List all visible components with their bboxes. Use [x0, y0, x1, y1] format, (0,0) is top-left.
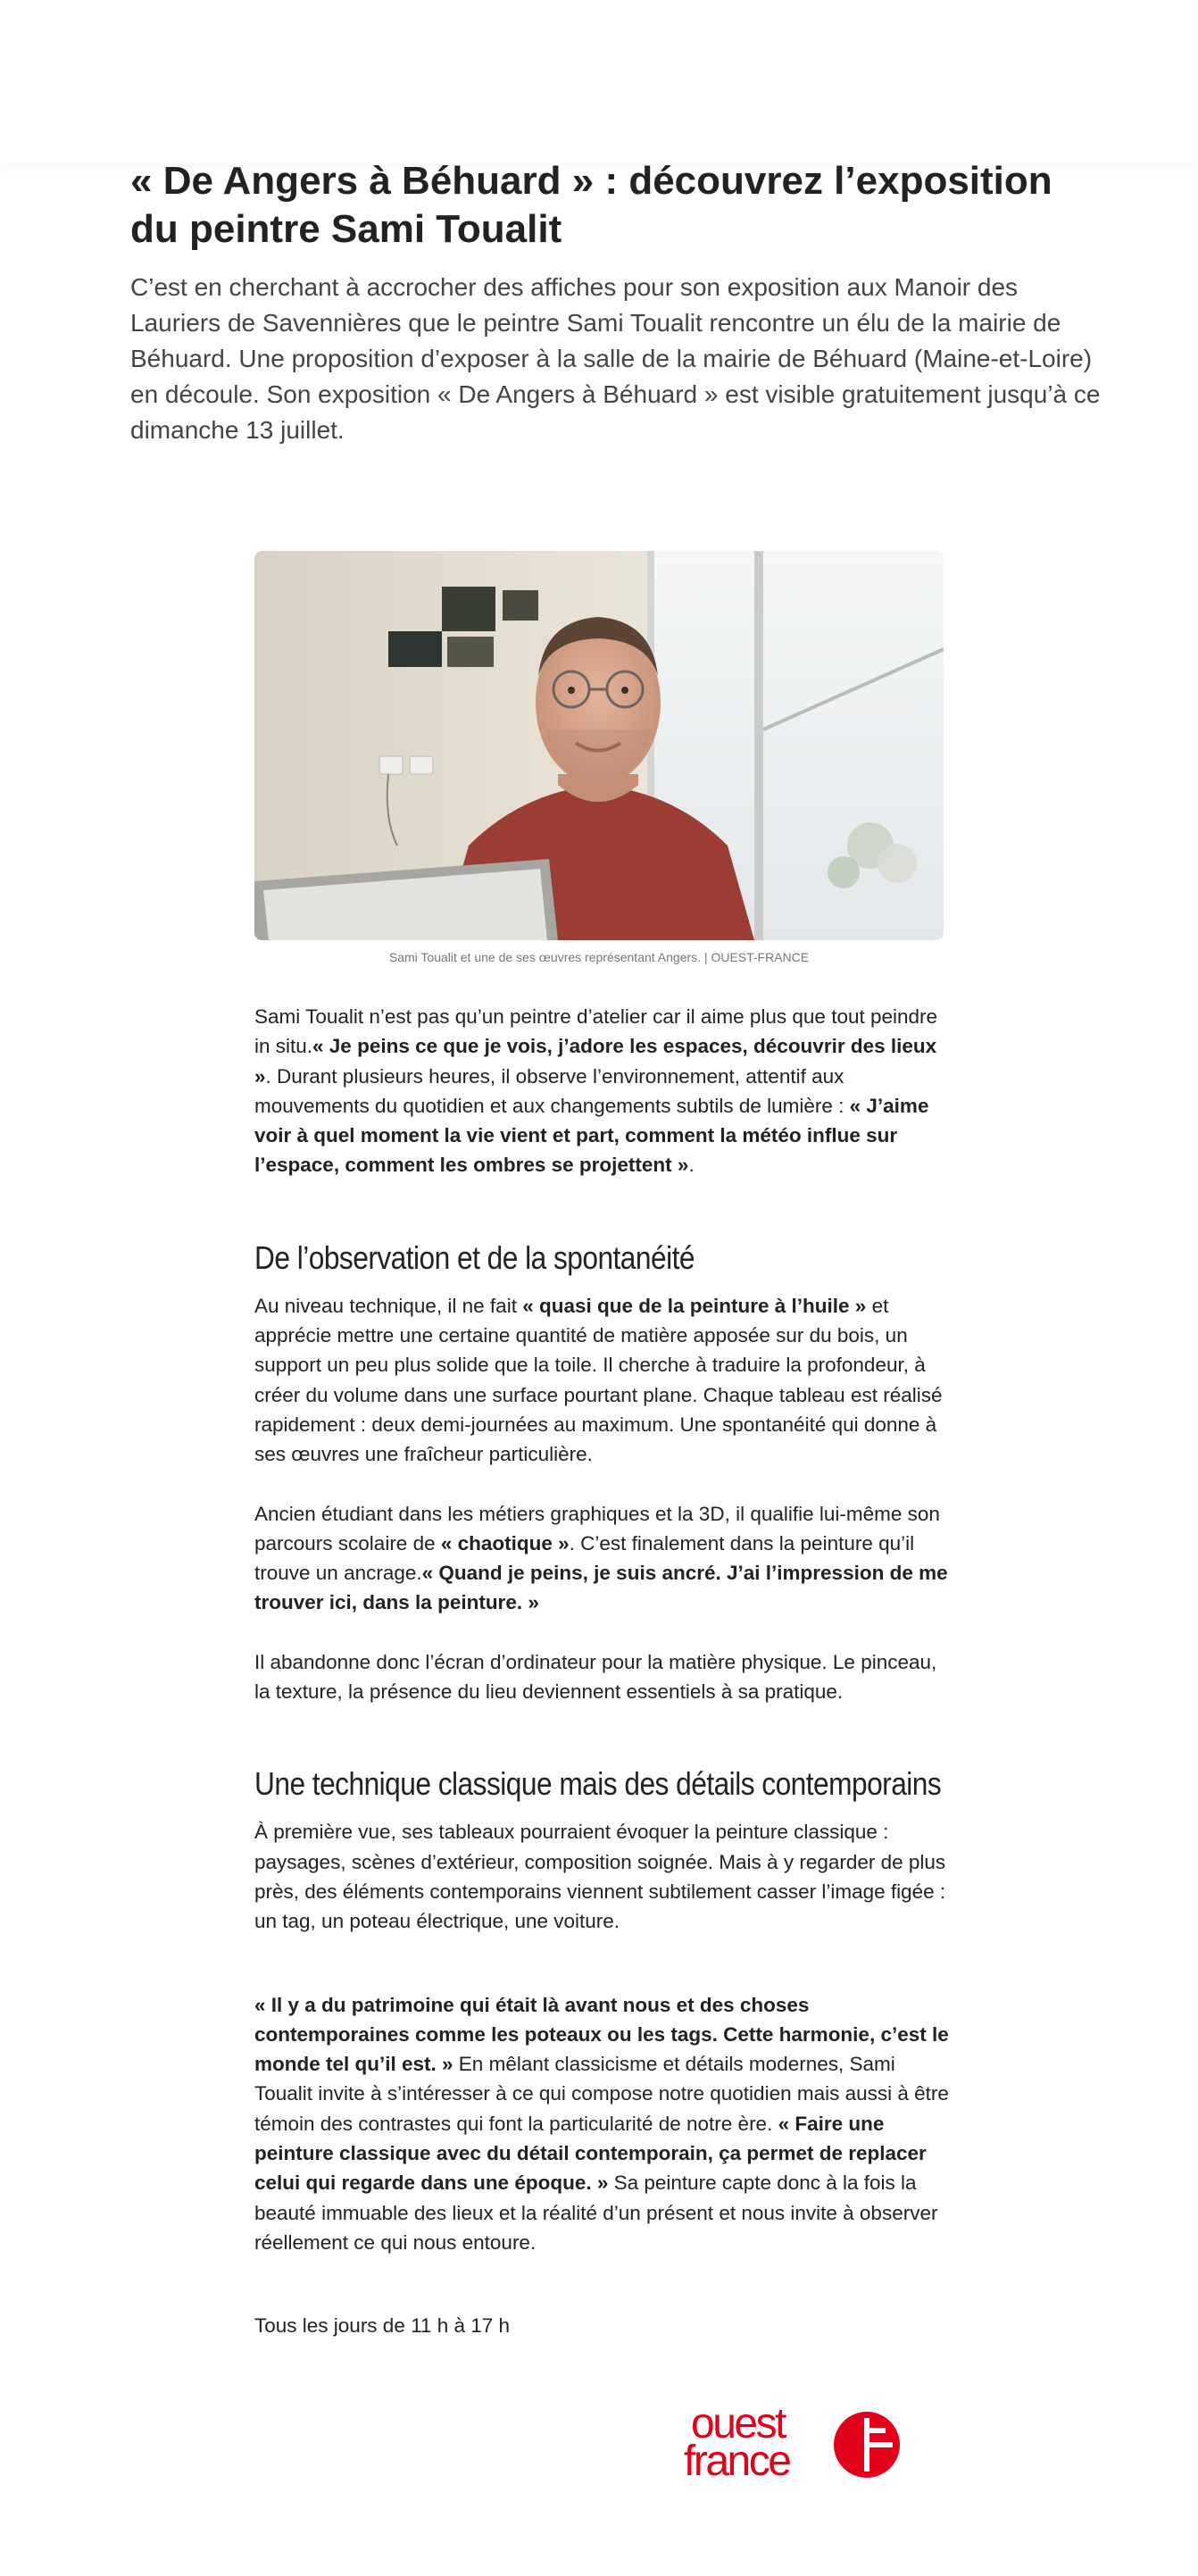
- paragraph-1: Sami Toualit n’est pas qu’un peintre d’atelier car il aime plus que tout peindre in situ.« Je peins ce que je vois, j’adore les espaces, découvrir des lieux ». Durant plusieurs heures, il observe l’environnement, attentif aux mouvements du quotidien et aux changements subtils de lumière : « J’aime voir à quel moment la vie vient et part, comment la météo influe sur l’espace, comment les ombres se projettent ».: [254, 1005, 938, 1177]
- paragraph-3: Ancien étudiant dans les métiers graphiques et la 3D, il qualifie lui-même son parcours scolaire de « chaotique ». C’est finalement dans la peinture qu’il trouve un ancrage.« Quand je peins, je suis ancré. J’ai l’impression de me trouver ici, dans la peinture. »: [254, 1502, 948, 1614]
- article-title: « De Angers à Béhuard » : découvrez l’exposition du peintre Sami Toualit: [130, 159, 1052, 251]
- ouest-france-logo[interactable]: [678, 2402, 911, 2482]
- article-lead: C’est en cherchant à accrocher des affiches pour son exposition aux Manoir des Lauriers de Savennières que le peintre Sami Toualit rencontre un élu de la mairie de Béhuard. Une proposition d’exposer à la salle de la mairie de Béhuard (Maine-et-Loire) en découle. Son exposition « De Angers à Béhuard » est visible gratuitement jusqu’à ce dimanche 13 juillet.: [130, 273, 1101, 444]
- site-header-bar: [0, 0, 1198, 163]
- paragraph-4: Il abandonne donc l’écran d’ordinateur pour la matière physique. Le pinceau, la texture, la présence du lieu deviennent essentiels à sa pratique.: [254, 1650, 937, 1704]
- paragraph-6: « Il y a du patrimoine qui était là avant nous et des choses contemporaines comme les poteaux ou les tags. Cette harmonie, c’est le monde tel qu’il est. » En mêlant classicisme et détails modernes, Sami Toualit invite à s’intéresser à ce qui compose notre quotidien mais aussi à être témoin des contrastes qui font la particularité de notre ère. « Faire une peinture classique avec du détail contemporain, ça permet de replacer celui qui regarde dans une époque. » Sa peinture capte donc à la fois la beauté immuable des lieux et la réalité d’un présent et nous invite à observer réellement ce qui nous entoure.: [254, 1993, 949, 2254]
- section-heading-observation: De l’observation et de la spontanéité: [254, 1238, 695, 1276]
- logo-text-line2: france: [684, 2438, 790, 2482]
- article-photo[interactable]: [254, 551, 944, 940]
- paragraph-2: Au niveau technique, il ne fait « quasi que de la peinture à l’huile » et apprécie mettre une certaine quantité de matière apposée sur du bois, un support un peu plus solide que la toile. Il cherche à traduire la profondeur, à créer du volume dans une surface pourtant plane. Chaque tableau est réalisé rapidement : deux demi-journées au maximum. Une spontanéité qui donne à ses œuvres une fraîcheur particulière.: [254, 1294, 943, 1466]
- opening-hours: Tous les jours de 11 h à 17 h: [254, 2314, 511, 2338]
- photo-caption: Sami Toualit et une de ses œuvres représentant Angers. | OUEST-FRANCE: [388, 950, 810, 964]
- article-figure: [254, 551, 944, 965]
- logo-text-line1: ouest: [691, 2402, 785, 2447]
- section-heading-technique: Une technique classique mais des détails contemporains: [254, 1765, 942, 1803]
- article-body: [254, 1002, 951, 2371]
- paragraph-5: À première vue, ses tableaux pourraient évoquer la peinture classique : paysages, scènes d’extérieur, composition soignée. Mais à y regarder de plus près, des éléments contemporains viennent subtilement casser l’image figée : un tag, un poteau électrique, une voiture.: [254, 1821, 946, 1933]
